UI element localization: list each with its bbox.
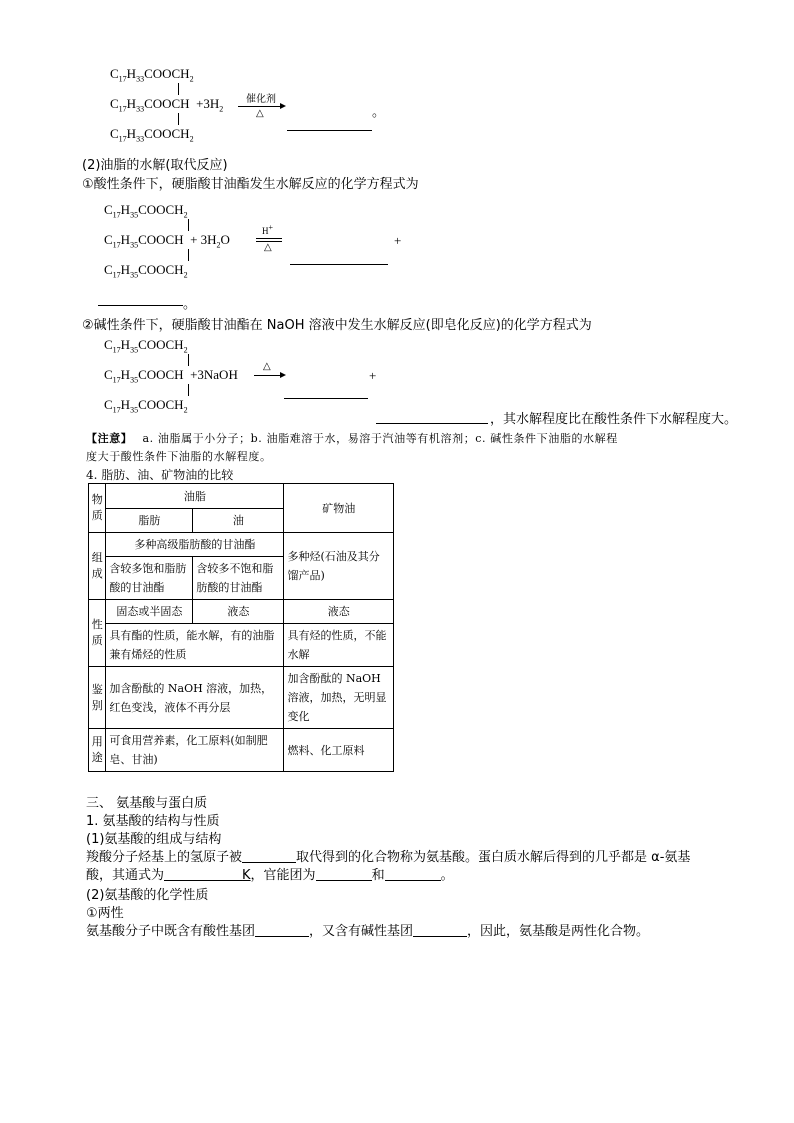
composition-shared: 多种高级脂肪酸的甘油酯 [106,533,284,557]
stearin-line-3: $C_{17}H_{35}COOCH_2$ [104,397,188,415]
note-label: 【注意】 [86,432,133,445]
composition-mineral: 多种烃(石油及其分馏产品) [284,533,394,600]
plus-sign: + [369,368,377,383]
properties-oil-state: 液态 [193,600,284,624]
usage-mineral: 燃料、化工原料 [284,729,394,772]
stearin-line-2: $C_{17}H_{35}COOCH + 3H_2O$ [104,232,230,250]
answer-blank-base-2[interactable] [376,423,488,424]
sentence-end: 。 [183,296,197,311]
stearin-line-1: $C_{17}H_{35}COOCH_2$ [104,337,188,355]
answer-blank-substituent[interactable] [242,850,296,863]
acid-catalyst: H+ [262,223,274,236]
properties-mineral: 具有烃的性质，不能水解 [284,624,394,667]
properties-mineral-state: 液态 [284,600,394,624]
row-label-composition: 组成 [89,533,106,600]
stearin-line-1: $C_{17}H_{35}COOCH_2$ [104,202,188,220]
amino-paragraph-2 [86,864,454,883]
answer-blank-general-formula[interactable] [164,868,242,881]
header-oil: 油 [193,509,284,533]
text: 和 [371,868,385,883]
stearin-line-3: $C_{17}H_{35}COOCH_2$ [104,262,188,280]
properties-fat-state: 固态或半固态 [106,600,193,624]
answer-blank-basic-group[interactable] [413,924,467,937]
plus-sign: + [394,233,402,248]
row-label-identification: 鉴别 [89,667,106,729]
answer-blank-group-1[interactable] [316,868,372,881]
comparison-heading: 4. 脂肪、油、矿物油的比较 [86,468,234,482]
text: 羧酸分子烃基上的氢原子被 [86,850,243,865]
header-oil-fat: 油脂 [106,484,284,509]
amino-chemical-heading: (2)氨基酸的化学性质 [86,888,209,903]
ester-line-2: $C_{17}H_{33}COOCH +3H_2$ [110,96,224,114]
text: 氨基酸分子中既含有酸性基团 [86,924,256,939]
answer-blank-acid-2[interactable] [98,305,183,306]
note-block [86,430,618,446]
note-line-2: 度大于酸性条件下油脂的水解程度。 [86,450,272,463]
properties-shared: 具有酯的性质，能水解，有的油脂兼有烯烃的性质 [106,624,284,667]
text: ，官能团为 [250,868,316,883]
base-hydrolysis-tail: ，其水解程度比在酸性条件下水解程度大。 [490,412,738,427]
stearin-line-2: $C_{17}H_{35}COOCH$ +3NaOH [104,367,238,385]
section-hydrolysis-heading: (2)油脂的水解(取代反应) [82,158,228,173]
answer-blank-base-1[interactable] [284,398,368,399]
identification-shared: 加含酚酞的 NaOH 溶液，加热，红色变浅，液体不再分层 [106,667,284,729]
base-heat: △ [263,361,271,372]
acid-heat: △ [264,242,272,253]
usage-shared: 可食用营养素，化工原料(如制肥皂、甘油) [106,729,284,772]
row-label-usage: 用途 [89,729,106,772]
section-amino-heading: 三、 氨基酸与蛋白质 [86,796,208,811]
text: ，又含有碱性基团 [309,924,414,939]
catalyst-label: 催化剂 [246,94,276,105]
text: 取代得到的化合物称为氨基酸。蛋白质水解后得到的几乎都是 α-氨基 [296,850,691,865]
answer-blank-acidic-group[interactable] [255,924,309,937]
note-line-1: a. 油脂属于小分子；b. 油脂难溶于水，易溶于汽油等有机溶剂；c. 碱性条件下油脂的水解程 [142,432,618,445]
base-hydrolysis-intro: ②碱性条件下，硬脂酸甘油酯在 NaOH 溶液中发生水解反应(即皂化反应)的化学方程式为 [82,318,592,333]
header-substance: 物质 [89,484,106,533]
answer-blank-hydrogenation[interactable] [287,130,372,131]
sentence-end: 。 [372,104,386,119]
amino-paragraph-1 [86,846,690,865]
text: 。 [440,868,454,883]
amino-paragraph-3 [86,920,649,939]
text: 酸，其通式为 [86,868,165,883]
row-label-properties: 性质 [89,600,106,667]
ester-line-1: $C_{17}H_{33}COOCH_2$ [110,66,194,84]
amphoteric-heading: ①两性 [86,906,124,921]
text: ，因此，氨基酸是两性化合物。 [467,924,650,939]
comparison-table [88,483,394,772]
ester-line-3: $C_{17}H_{33}COOCH_2$ [110,126,194,144]
header-fat: 脂肪 [106,509,193,533]
answer-blank-group-2[interactable] [385,868,441,881]
answer-blank-acid-1[interactable] [290,264,388,265]
stray-mark: K [242,868,251,883]
composition-oil: 含较多不饱和脂肪酸的甘油酯 [193,557,284,600]
heat-symbol: △ [256,108,264,119]
header-mineral-oil: 矿物油 [284,484,394,533]
amino-composition-heading: (1)氨基酸的组成与结构 [86,832,222,847]
amino-structure-heading: 1. 氨基酸的结构与性质 [86,814,220,829]
identification-mineral: 加含酚酞的 NaOH 溶液，加热，无明显变化 [284,667,394,729]
acid-hydrolysis-intro: ①酸性条件下，硬脂酸甘油酯发生水解反应的化学方程式为 [82,177,419,192]
composition-fat: 含较多饱和脂肪酸的甘油酯 [106,557,193,600]
